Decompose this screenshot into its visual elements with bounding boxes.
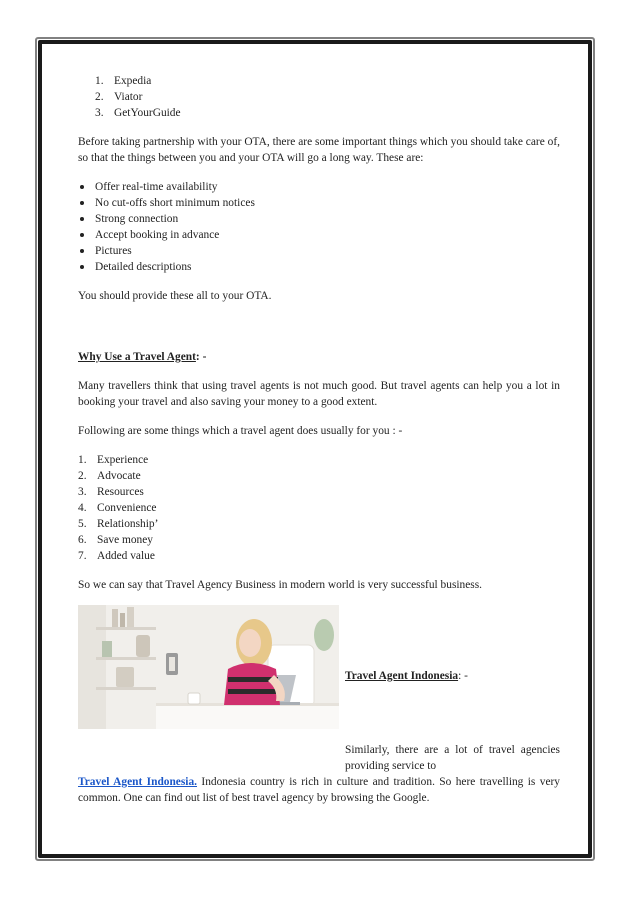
provide-all-text: You should provide these all to your OTA. [78, 290, 272, 302]
list-item: Strong connection [78, 211, 560, 227]
list-item: Offer real-time availability [78, 179, 560, 195]
list-item: 1. Expedia [95, 75, 152, 87]
list-item: 7. Added value [78, 550, 155, 562]
woman-laptop-illustration [78, 605, 339, 729]
agent-benefits-list [78, 452, 560, 564]
indonesia-heading: Travel Agent Indonesia: - [345, 670, 468, 682]
partnership-points [78, 179, 560, 275]
section-heading: Why Use a Travel Agent: - [78, 351, 207, 363]
conclusion-text: So we can say that Travel Agency Business in modern world is very successful business. [78, 579, 482, 591]
travel-agent-indonesia-link[interactable]: Travel Agent Indonesia. [78, 776, 198, 788]
indonesia-paragraph: Travel Agent Indonesia. Indonesia country is rich in culture and tradition. So here travelling is very common. One can find out list of best travel agency by browsing the Google. [78, 776, 560, 804]
list-item: 1. Experience [78, 454, 149, 466]
list-item: 3. Resources [78, 486, 144, 498]
ota-list [95, 73, 560, 121]
list-item: 2. Viator [95, 91, 143, 103]
bullet-icon [80, 217, 84, 221]
list-item: No cut-offs short minimum notices [78, 195, 560, 211]
list-item: Accept booking in advance [78, 227, 560, 243]
partnership-intro: Before taking partnership with your OTA, there are some important things which you should take care of, so that the things between you and your OTA will go a long way. These are: [78, 136, 560, 164]
list-item: 4. Convenience [78, 502, 157, 514]
bullet-icon [80, 185, 84, 189]
list-item: 3. GetYourGuide [95, 107, 181, 119]
bullet-icon [80, 249, 84, 253]
list-item: Detailed descriptions [78, 259, 560, 275]
list-item: Pictures [78, 243, 560, 259]
document-body [78, 73, 560, 806]
list-item: 2. Advocate [78, 470, 141, 482]
agents-paragraph: Many travellers think that using travel agents is not much good. But travel agents can help you a lot in booking your travel and also saving your money to a good extent. [78, 380, 560, 408]
indonesia-text-first: Similarly, there are a lot of travel agencies providing service to [345, 744, 560, 772]
following-intro: Following are some things which a travel agent does usually for you : - [78, 425, 403, 437]
list-item: 6. Save money [78, 534, 153, 546]
woman-laptop-photo [78, 605, 339, 729]
photo-block [78, 605, 560, 729]
bullet-icon [80, 265, 84, 269]
bullet-icon [80, 233, 84, 237]
bullet-icon [80, 201, 84, 205]
list-item: 5. Relationship’ [78, 518, 159, 530]
